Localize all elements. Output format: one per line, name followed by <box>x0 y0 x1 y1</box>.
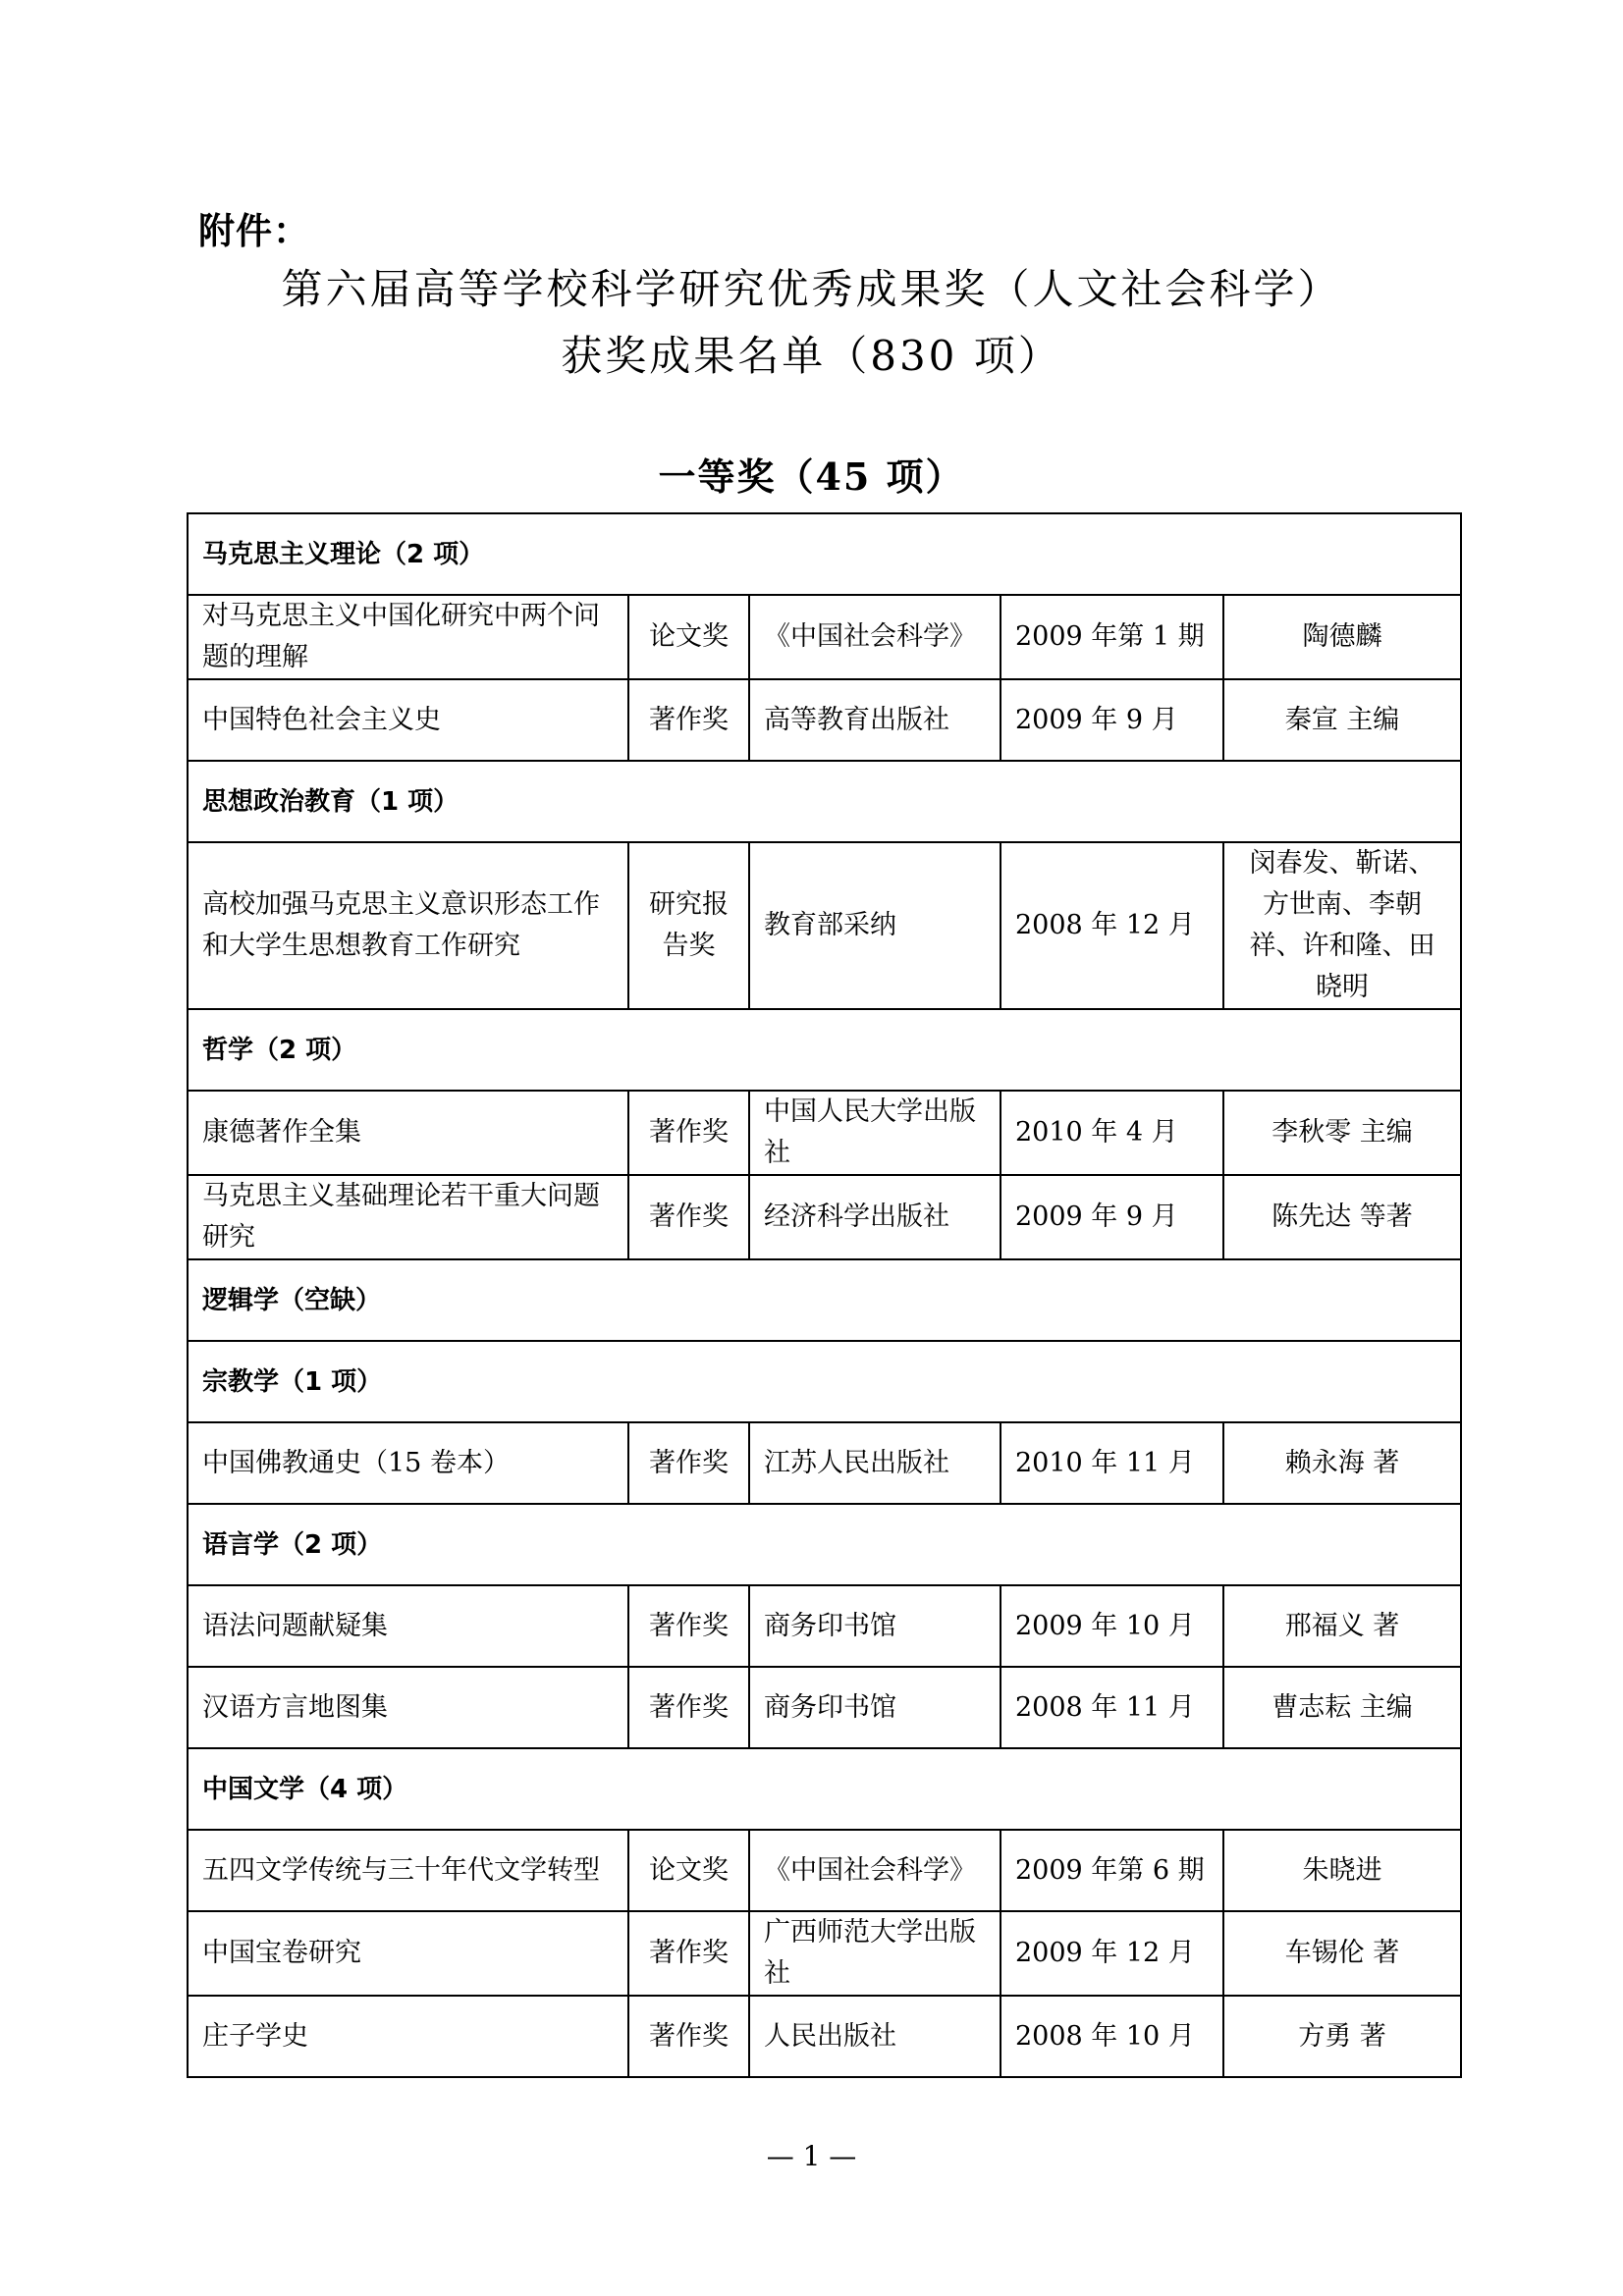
category-label: 哲学（2 项） <box>188 1009 1461 1091</box>
award-title-cell: 中国特色社会主义史 <box>188 679 628 761</box>
section-title: 一等奖（45 项） <box>658 454 965 499</box>
award-title-cell: 五四文学传统与三十年代文学转型 <box>188 1830 628 1911</box>
author-cell: 曹志耘 主编 <box>1223 1667 1461 1748</box>
award-type-cell: 著作奖 <box>628 1667 749 1748</box>
table-row <box>188 679 1461 761</box>
publication-date-cell: 2008 年 12 月 <box>1001 842 1223 1009</box>
award-title-cell: 对马克思主义中国化研究中两个问题的理解 <box>188 595 628 679</box>
award-title-cell: 中国宝卷研究 <box>188 1911 628 1996</box>
author-cell: 闵春发、靳诺、方世南、李朝祥、许和隆、田晓明 <box>1223 842 1461 1009</box>
table-row <box>188 1422 1461 1504</box>
table-row <box>188 1175 1461 1259</box>
attachment-label: 附件： <box>198 210 310 252</box>
category-label: 宗教学（1 项） <box>188 1341 1461 1422</box>
category-label: 语言学（2 项） <box>188 1504 1461 1585</box>
publisher-cell: 教育部采纳 <box>749 842 1001 1009</box>
category-label: 思想政治教育（1 项） <box>188 761 1461 842</box>
table-row <box>188 1667 1461 1748</box>
award-type-cell: 论文奖 <box>628 595 749 679</box>
publisher-cell: 经济科学出版社 <box>749 1175 1001 1259</box>
publisher-cell: 人民出版社 <box>749 1996 1001 2077</box>
awards-table-body <box>188 513 1461 2077</box>
publication-date-cell: 2010 年 4 月 <box>1001 1091 1223 1175</box>
award-type-cell: 著作奖 <box>628 1091 749 1175</box>
publisher-cell: 《中国社会科学》 <box>749 595 1001 679</box>
publisher-cell: 江苏人民出版社 <box>749 1422 1001 1504</box>
author-cell: 陈先达 等著 <box>1223 1175 1461 1259</box>
table-row <box>188 1911 1461 1996</box>
award-type-cell: 著作奖 <box>628 1175 749 1259</box>
table-row <box>188 1996 1461 2077</box>
award-title-cell: 康德著作全集 <box>188 1091 628 1175</box>
award-title-cell: 汉语方言地图集 <box>188 1667 628 1748</box>
document-title-line1: 第六届高等学校科学研究优秀成果奖（人文社会科学） <box>281 265 1342 313</box>
award-title-cell: 中国佛教通史（15 卷本） <box>188 1422 628 1504</box>
table-row <box>188 1585 1461 1667</box>
award-type-cell: 著作奖 <box>628 1422 749 1504</box>
publication-date-cell: 2010 年 11 月 <box>1001 1422 1223 1504</box>
table-row <box>188 1091 1461 1175</box>
award-title-cell: 马克思主义基础理论若干重大问题研究 <box>188 1175 628 1259</box>
award-type-cell: 论文奖 <box>628 1830 749 1911</box>
publication-date-cell: 2009 年 10 月 <box>1001 1585 1223 1667</box>
award-title-cell: 庄子学史 <box>188 1996 628 2077</box>
category-row <box>188 1504 1461 1585</box>
category-row <box>188 761 1461 842</box>
award-type-cell: 著作奖 <box>628 1996 749 2077</box>
award-title-cell: 语法问题献疑集 <box>188 1585 628 1667</box>
category-row <box>188 1259 1461 1341</box>
publication-date-cell: 2008 年 10 月 <box>1001 1996 1223 2077</box>
publication-date-cell: 2009 年第 6 期 <box>1001 1830 1223 1911</box>
category-row <box>188 513 1461 595</box>
author-cell: 秦宣 主编 <box>1223 679 1461 761</box>
author-cell: 车锡伦 著 <box>1223 1911 1461 1996</box>
author-cell: 方勇 著 <box>1223 1996 1461 2077</box>
table-row <box>188 1830 1461 1911</box>
publisher-cell: 广西师范大学出版社 <box>749 1911 1001 1996</box>
category-label: 中国文学（4 项） <box>188 1748 1461 1830</box>
award-type-cell: 著作奖 <box>628 679 749 761</box>
publication-date-cell: 2008 年 11 月 <box>1001 1667 1223 1748</box>
author-cell: 朱晓进 <box>1223 1830 1461 1911</box>
category-row <box>188 1748 1461 1830</box>
publisher-cell: 中国人民大学出版社 <box>749 1091 1001 1175</box>
publisher-cell: 《中国社会科学》 <box>749 1830 1001 1911</box>
publication-date-cell: 2009 年第 1 期 <box>1001 595 1223 679</box>
page-number: — 1 — <box>766 2140 857 2172</box>
awards-table <box>187 512 1462 2078</box>
category-label: 马克思主义理论（2 项） <box>188 513 1461 595</box>
author-cell: 邢福义 著 <box>1223 1585 1461 1667</box>
award-type-cell: 著作奖 <box>628 1911 749 1996</box>
document-title-line2: 获奖成果名单（830 项） <box>561 332 1062 380</box>
author-cell: 陶德麟 <box>1223 595 1461 679</box>
author-cell: 赖永海 著 <box>1223 1422 1461 1504</box>
author-cell: 李秋零 主编 <box>1223 1091 1461 1175</box>
publication-date-cell: 2009 年 12 月 <box>1001 1911 1223 1996</box>
table-row <box>188 595 1461 679</box>
publication-date-cell: 2009 年 9 月 <box>1001 1175 1223 1259</box>
category-row <box>188 1341 1461 1422</box>
award-type-cell: 著作奖 <box>628 1585 749 1667</box>
publisher-cell: 高等教育出版社 <box>749 679 1001 761</box>
table-row <box>188 842 1461 1009</box>
category-label: 逻辑学（空缺） <box>188 1259 1461 1341</box>
award-title-cell: 高校加强马克思主义意识形态工作和大学生思想教育工作研究 <box>188 842 628 1009</box>
publisher-cell: 商务印书馆 <box>749 1585 1001 1667</box>
publisher-cell: 商务印书馆 <box>749 1667 1001 1748</box>
category-row <box>188 1009 1461 1091</box>
publication-date-cell: 2009 年 9 月 <box>1001 679 1223 761</box>
award-type-cell: 研究报告奖 <box>628 842 749 1009</box>
